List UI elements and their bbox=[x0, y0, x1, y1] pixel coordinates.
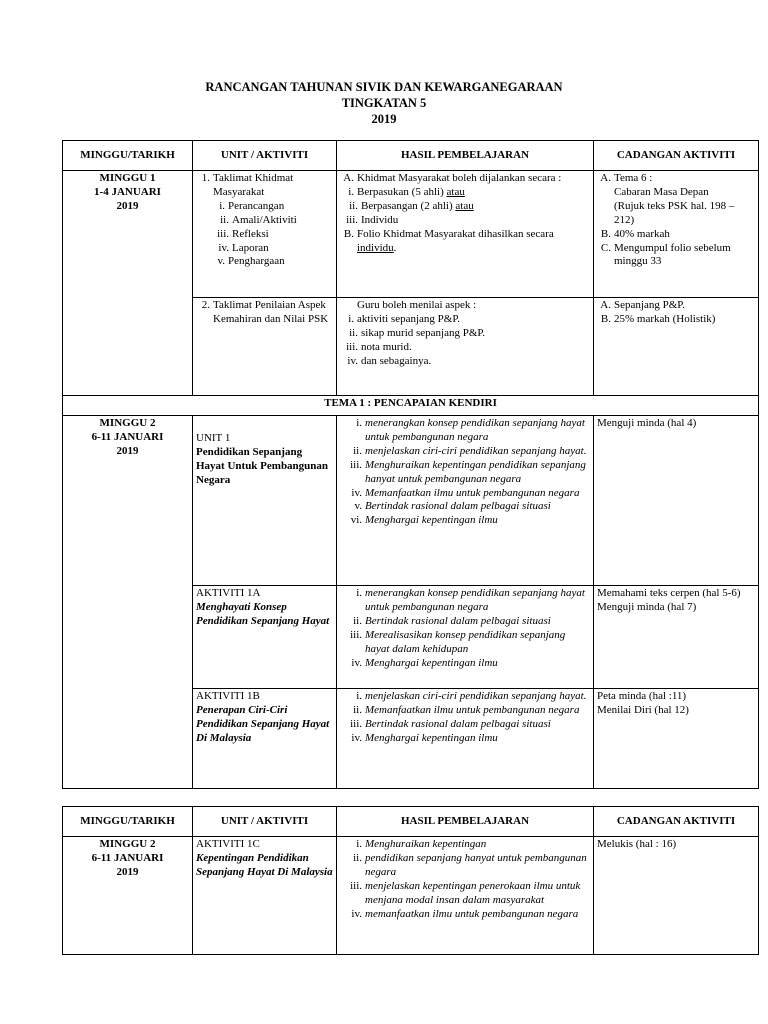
list-item bbox=[196, 299, 333, 327]
list-text bbox=[213, 299, 333, 327]
list-marker: i. bbox=[356, 838, 362, 850]
table-header-row bbox=[63, 807, 759, 837]
table-header-row bbox=[63, 141, 759, 171]
list-text bbox=[365, 417, 590, 445]
list-item bbox=[597, 172, 755, 186]
list-marker: 2. bbox=[201, 299, 210, 311]
activity-label: AKTIVITI 1B bbox=[196, 690, 260, 702]
list-marker: iii. bbox=[217, 227, 229, 240]
list-text-main: dan sebagainya. bbox=[361, 354, 432, 367]
header-minggu: MINGGU/TARIKH bbox=[63, 807, 193, 837]
list-item bbox=[340, 417, 590, 445]
list-text bbox=[365, 587, 590, 615]
list-marker: B. bbox=[600, 312, 611, 325]
outcome-cell bbox=[337, 298, 594, 396]
unit-cell bbox=[193, 171, 337, 298]
list-item bbox=[340, 327, 590, 341]
list-item bbox=[340, 299, 590, 313]
list-text-main: Sepanjang P&P. bbox=[614, 299, 685, 311]
list-text-main: Bertindak rasional dalam pelbagai situasi bbox=[365, 500, 551, 513]
list-text-main: Individu bbox=[361, 213, 399, 226]
activity-suggestion: Melukis (hal : 16) bbox=[597, 838, 677, 850]
list-text-main: Bertindak rasional dalam pelbagai situasi bbox=[365, 614, 551, 627]
list-text bbox=[365, 445, 590, 459]
list-marker: i. bbox=[348, 185, 354, 198]
list-text bbox=[365, 514, 590, 528]
activity-title: Kepentingan Pendidikan Sepanjang Hayat Di Malaysia bbox=[196, 851, 333, 878]
unit-cell bbox=[193, 586, 337, 689]
list-text-main: Memanfaatkan ilmu untuk pembangunan negara bbox=[365, 486, 580, 499]
list-item bbox=[340, 838, 590, 852]
list-item bbox=[597, 200, 755, 228]
activity-title: Menghayati Konsep Pendidikan Sepanjang Hayat bbox=[196, 600, 330, 627]
list-text bbox=[365, 657, 590, 671]
document-subtitle-year: 2019 bbox=[371, 112, 397, 126]
table-row bbox=[63, 171, 759, 298]
activity-title: Penerapan Ciri-Ciri Pendidikan Sepanjang Hayat Di Malaysia bbox=[196, 703, 330, 744]
list-text bbox=[614, 242, 755, 270]
list-text bbox=[614, 172, 755, 186]
outcome-cell bbox=[337, 837, 594, 955]
list-item bbox=[340, 313, 590, 327]
list-text-main: menerangkan konsep pendidikan sepanjang hayat untuk pembangunan negara bbox=[365, 587, 585, 613]
list-text-main: pendidikan sepanjang hanyat untuk pembangunan negara bbox=[365, 851, 587, 878]
list-item bbox=[196, 172, 333, 200]
list-item bbox=[597, 313, 755, 327]
list-text bbox=[232, 242, 333, 256]
list-text bbox=[361, 214, 590, 228]
list-text-main: Laporan bbox=[232, 241, 269, 254]
list-text-main: (Rujuk teks PSK hal. 198 – 212) bbox=[614, 199, 735, 226]
list-text-main: menerangkan konsep pendidikan sepanjang hayat untuk pembangunan negara bbox=[365, 417, 585, 443]
list-item bbox=[340, 487, 590, 501]
list-marker: B. bbox=[343, 227, 354, 240]
week-year: 2019 bbox=[116, 444, 139, 457]
list-item bbox=[340, 500, 590, 514]
list-text bbox=[365, 880, 590, 908]
header-minggu: MINGGU/TARIKH bbox=[63, 141, 193, 171]
week-dates: 1-4 JANUARI bbox=[94, 185, 161, 198]
list-text bbox=[614, 313, 755, 327]
activity-cell bbox=[594, 689, 759, 789]
week-label: MINGGU 1 bbox=[99, 172, 156, 184]
list-text-main: 25% markah (Holistik) bbox=[614, 312, 716, 325]
list-item bbox=[196, 228, 333, 242]
list-text bbox=[361, 341, 590, 355]
list-marker: ii. bbox=[220, 213, 229, 226]
list-marker: iv. bbox=[351, 731, 362, 744]
plan-table-page1 bbox=[62, 140, 759, 789]
list-text bbox=[361, 355, 590, 369]
list-text bbox=[365, 908, 590, 922]
list-text bbox=[614, 299, 755, 313]
list-text-main: sikap murid sepanjang P&P. bbox=[361, 326, 486, 339]
list-text bbox=[365, 690, 590, 704]
activity-label: AKTIVITI 1A bbox=[196, 587, 261, 599]
unit-cell bbox=[193, 416, 337, 586]
list-text-main: Berpasangan (2 ahli) bbox=[361, 199, 453, 212]
list-item bbox=[340, 200, 590, 214]
list-text-main: Bertindak rasional dalam pelbagai situasi bbox=[365, 717, 551, 730]
list-text bbox=[228, 200, 333, 214]
activity-suggestion: Memahami teks cerpen (hal 5-6) bbox=[597, 587, 741, 599]
week-year: 2019 bbox=[116, 199, 139, 212]
list-marker: iv. bbox=[351, 486, 362, 499]
list-marker bbox=[597, 186, 614, 200]
list-text-main: nota murid. bbox=[361, 340, 412, 353]
list-marker: iv. bbox=[351, 656, 362, 669]
list-item bbox=[196, 242, 333, 256]
list-text bbox=[357, 313, 590, 327]
list-item bbox=[340, 880, 590, 908]
activity-cell bbox=[594, 298, 759, 396]
list-text-main: menjelaskan kepentingan penerokaan ilmu untuk menjana modal insan dalam masyarakat bbox=[365, 879, 581, 906]
underlined-text: atau bbox=[446, 185, 465, 198]
list-text bbox=[365, 732, 590, 746]
list-item bbox=[597, 228, 755, 242]
unit-title: Pendidikan Sepanjang Hayat Untuk Pembangunan Negara bbox=[196, 445, 329, 486]
list-text bbox=[365, 629, 590, 657]
list-item bbox=[196, 200, 333, 214]
underlined-text: individu bbox=[357, 241, 394, 254]
list-marker: B. bbox=[600, 227, 611, 240]
list-marker: i. bbox=[219, 199, 225, 212]
theme-title: TEMA 1 : PENCAPAIAN KENDIRI bbox=[63, 396, 759, 416]
list-text-main: Amali/Aktiviti bbox=[232, 213, 297, 226]
list-marker: ii. bbox=[353, 444, 362, 457]
list-text-main: Menghargai kepentingan ilmu bbox=[365, 731, 498, 744]
list-text bbox=[365, 500, 590, 514]
week-year: 2019 bbox=[116, 865, 139, 878]
list-marker: ii. bbox=[353, 614, 362, 627]
list-item bbox=[340, 355, 590, 369]
unit-cell bbox=[193, 689, 337, 789]
list-item bbox=[340, 657, 590, 671]
list-text bbox=[232, 228, 333, 242]
header-hasil: HASIL PEMBELAJARAN bbox=[337, 141, 594, 171]
list-marker: iv. bbox=[351, 907, 362, 920]
activity-cell bbox=[594, 171, 759, 298]
list-item bbox=[340, 615, 590, 629]
list-text bbox=[357, 299, 590, 313]
week-dates: 6-11 JANUARI bbox=[91, 430, 164, 443]
unit-label: UNIT 1 bbox=[196, 432, 231, 444]
list-text bbox=[365, 487, 590, 501]
list-text bbox=[232, 214, 333, 228]
list-text bbox=[357, 172, 590, 186]
list-text-main: menjelaskan ciri-ciri pendidikan sepanjang hayat. bbox=[365, 690, 587, 702]
list-text-main: aktiviti sepanjang P&P. bbox=[357, 312, 460, 325]
list-text-main: Guru boleh menilai aspek : bbox=[357, 299, 477, 311]
activity-suggestion: Menguji minda (hal 4) bbox=[597, 417, 697, 429]
week-label: MINGGU 2 bbox=[99, 838, 156, 850]
list-text-main: Menghuraikan kepentingan pendidikan sepanjang hanyat untuk pembangunan negara bbox=[365, 458, 586, 485]
list-text bbox=[357, 228, 590, 256]
header-hasil: HASIL PEMBELAJARAN bbox=[337, 807, 594, 837]
list-text bbox=[361, 327, 590, 341]
header-unit: UNIT / AKTIVITI bbox=[193, 807, 337, 837]
list-item bbox=[340, 732, 590, 746]
header-cadangan: CADANGAN AKTIVITI bbox=[594, 807, 759, 837]
list-marker: v. bbox=[217, 255, 225, 268]
list-marker: C. bbox=[600, 241, 611, 254]
list-marker: i. bbox=[348, 312, 354, 325]
list-marker: A. bbox=[343, 172, 354, 184]
list-marker: ii. bbox=[353, 703, 362, 716]
list-text bbox=[357, 186, 590, 200]
list-item bbox=[340, 587, 590, 615]
list-text-main: Berpasukan (5 ahli) bbox=[357, 185, 444, 198]
list-text-main: Menghargai kepentingan ilmu bbox=[365, 656, 498, 669]
activity-suggestion: Peta minda (hal :11) bbox=[597, 690, 687, 702]
week-cell bbox=[63, 837, 193, 955]
list-item bbox=[340, 186, 590, 200]
list-marker: iv. bbox=[347, 354, 358, 367]
list-marker: iii. bbox=[346, 340, 358, 353]
list-text bbox=[614, 228, 755, 242]
list-text-main: Memanfaatkan ilmu untuk pembangunan negara bbox=[365, 703, 580, 716]
list-text-main: menjelaskan ciri-ciri pendidikan sepanjang hayat. bbox=[365, 444, 587, 457]
list-item bbox=[340, 629, 590, 657]
list-marker: iii. bbox=[350, 628, 362, 641]
list-text-main: 40% markah bbox=[614, 227, 670, 240]
list-text bbox=[213, 172, 333, 200]
list-text-main: Menghargai kepentingan ilmu bbox=[365, 514, 498, 527]
unit-cell bbox=[193, 837, 337, 955]
list-item bbox=[340, 341, 590, 355]
list-text-main: Taklimat Khidmat Masyarakat bbox=[213, 172, 294, 198]
list-marker: i. bbox=[356, 587, 362, 599]
list-item bbox=[340, 445, 590, 459]
activity-cell bbox=[594, 416, 759, 586]
list-text bbox=[228, 255, 333, 269]
unit-cell bbox=[193, 298, 337, 396]
document-title: RANCANGAN TAHUNAN SIVIK DAN KEWARGANEGARAAN bbox=[205, 80, 563, 94]
list-marker: ii. bbox=[349, 326, 358, 339]
list-item bbox=[340, 228, 590, 256]
table-row bbox=[63, 416, 759, 586]
list-text bbox=[365, 615, 590, 629]
header-cadangan: CADANGAN AKTIVITI bbox=[594, 141, 759, 171]
table-row bbox=[63, 837, 759, 955]
list-item bbox=[340, 214, 590, 228]
list-text-main: Cabaran Masa Depan bbox=[614, 185, 709, 198]
list-item bbox=[340, 690, 590, 704]
theme-row bbox=[63, 396, 759, 416]
list-marker: ii. bbox=[353, 851, 362, 864]
list-text-main: Refleksi bbox=[232, 227, 269, 240]
list-text-main: Khidmat Masyarakat boleh dijalankan secara : bbox=[357, 172, 562, 184]
list-item bbox=[196, 255, 333, 269]
list-item bbox=[340, 172, 590, 186]
list-marker bbox=[597, 200, 614, 228]
outcome-cell bbox=[337, 416, 594, 586]
list-text bbox=[614, 200, 755, 228]
list-marker: iii. bbox=[350, 458, 362, 471]
underlined-text: atau bbox=[455, 199, 474, 212]
activity-suggestion: Menilai Diri (hal 12) bbox=[597, 703, 689, 716]
week-cell bbox=[63, 416, 193, 789]
document-subtitle-form: TINGKATAN 5 bbox=[341, 96, 427, 110]
list-text bbox=[365, 838, 590, 852]
list-item bbox=[340, 459, 590, 487]
list-item bbox=[340, 718, 590, 732]
list-text-main: Folio Khidmat Masyarakat dihasilkan secara bbox=[357, 227, 554, 240]
list-marker: iii. bbox=[346, 213, 358, 226]
list-text-main: memanfaatkan ilmu untuk pembangunan negara bbox=[365, 907, 579, 920]
list-text-main: Perancangan bbox=[228, 199, 285, 212]
list-text bbox=[365, 852, 590, 880]
activity-cell bbox=[594, 586, 759, 689]
list-item bbox=[597, 186, 755, 200]
list-marker: 1. bbox=[201, 172, 210, 184]
list-item bbox=[597, 299, 755, 313]
outcome-cell bbox=[337, 171, 594, 298]
list-marker: iv. bbox=[218, 241, 229, 254]
week-cell bbox=[63, 171, 193, 396]
list-marker: i. bbox=[356, 417, 362, 429]
list-text-main: Menghuraikan kepentingan bbox=[365, 838, 487, 850]
list-text bbox=[614, 186, 755, 200]
week-label: MINGGU 2 bbox=[99, 417, 156, 429]
list-text bbox=[365, 459, 590, 487]
list-text bbox=[365, 718, 590, 732]
outcome-cell bbox=[337, 689, 594, 789]
list-item bbox=[340, 908, 590, 922]
list-item bbox=[340, 704, 590, 718]
list-marker: A. bbox=[600, 172, 611, 184]
list-item bbox=[340, 852, 590, 880]
outcome-cell bbox=[337, 586, 594, 689]
activity-label: AKTIVITI 1C bbox=[196, 838, 260, 850]
list-text-main: Merealisasikan konsep pendidikan sepanjang hayat dalam kehidupan bbox=[365, 628, 566, 655]
plan-table-page1-continued bbox=[62, 806, 759, 955]
list-text-suffix: . bbox=[393, 241, 397, 254]
list-item bbox=[597, 242, 755, 270]
list-text-main: Penghargaan bbox=[228, 255, 285, 268]
week-dates: 6-11 JANUARI bbox=[91, 851, 164, 864]
list-marker bbox=[340, 299, 357, 313]
list-text-main: Tema 6 : bbox=[614, 172, 653, 184]
list-text-main: Taklimat Penilaian Aspek Kemahiran dan Nilai PSK bbox=[213, 299, 329, 325]
list-marker: ii. bbox=[349, 199, 358, 212]
list-marker: iii. bbox=[350, 879, 362, 892]
list-text bbox=[365, 704, 590, 718]
list-item bbox=[196, 214, 333, 228]
activity-cell bbox=[594, 837, 759, 955]
activity-suggestion: Menguji minda (hal 7) bbox=[597, 600, 697, 613]
list-marker: i. bbox=[356, 690, 362, 702]
list-marker: v. bbox=[354, 500, 362, 513]
list-text bbox=[361, 200, 590, 214]
list-text-main: Mengumpul folio sebelum minggu 33 bbox=[614, 241, 731, 268]
list-marker: A. bbox=[600, 299, 611, 311]
list-item bbox=[340, 514, 590, 528]
header-unit: UNIT / AKTIVITI bbox=[193, 141, 337, 171]
list-marker: vi. bbox=[350, 514, 362, 527]
list-marker: iii. bbox=[350, 717, 362, 730]
